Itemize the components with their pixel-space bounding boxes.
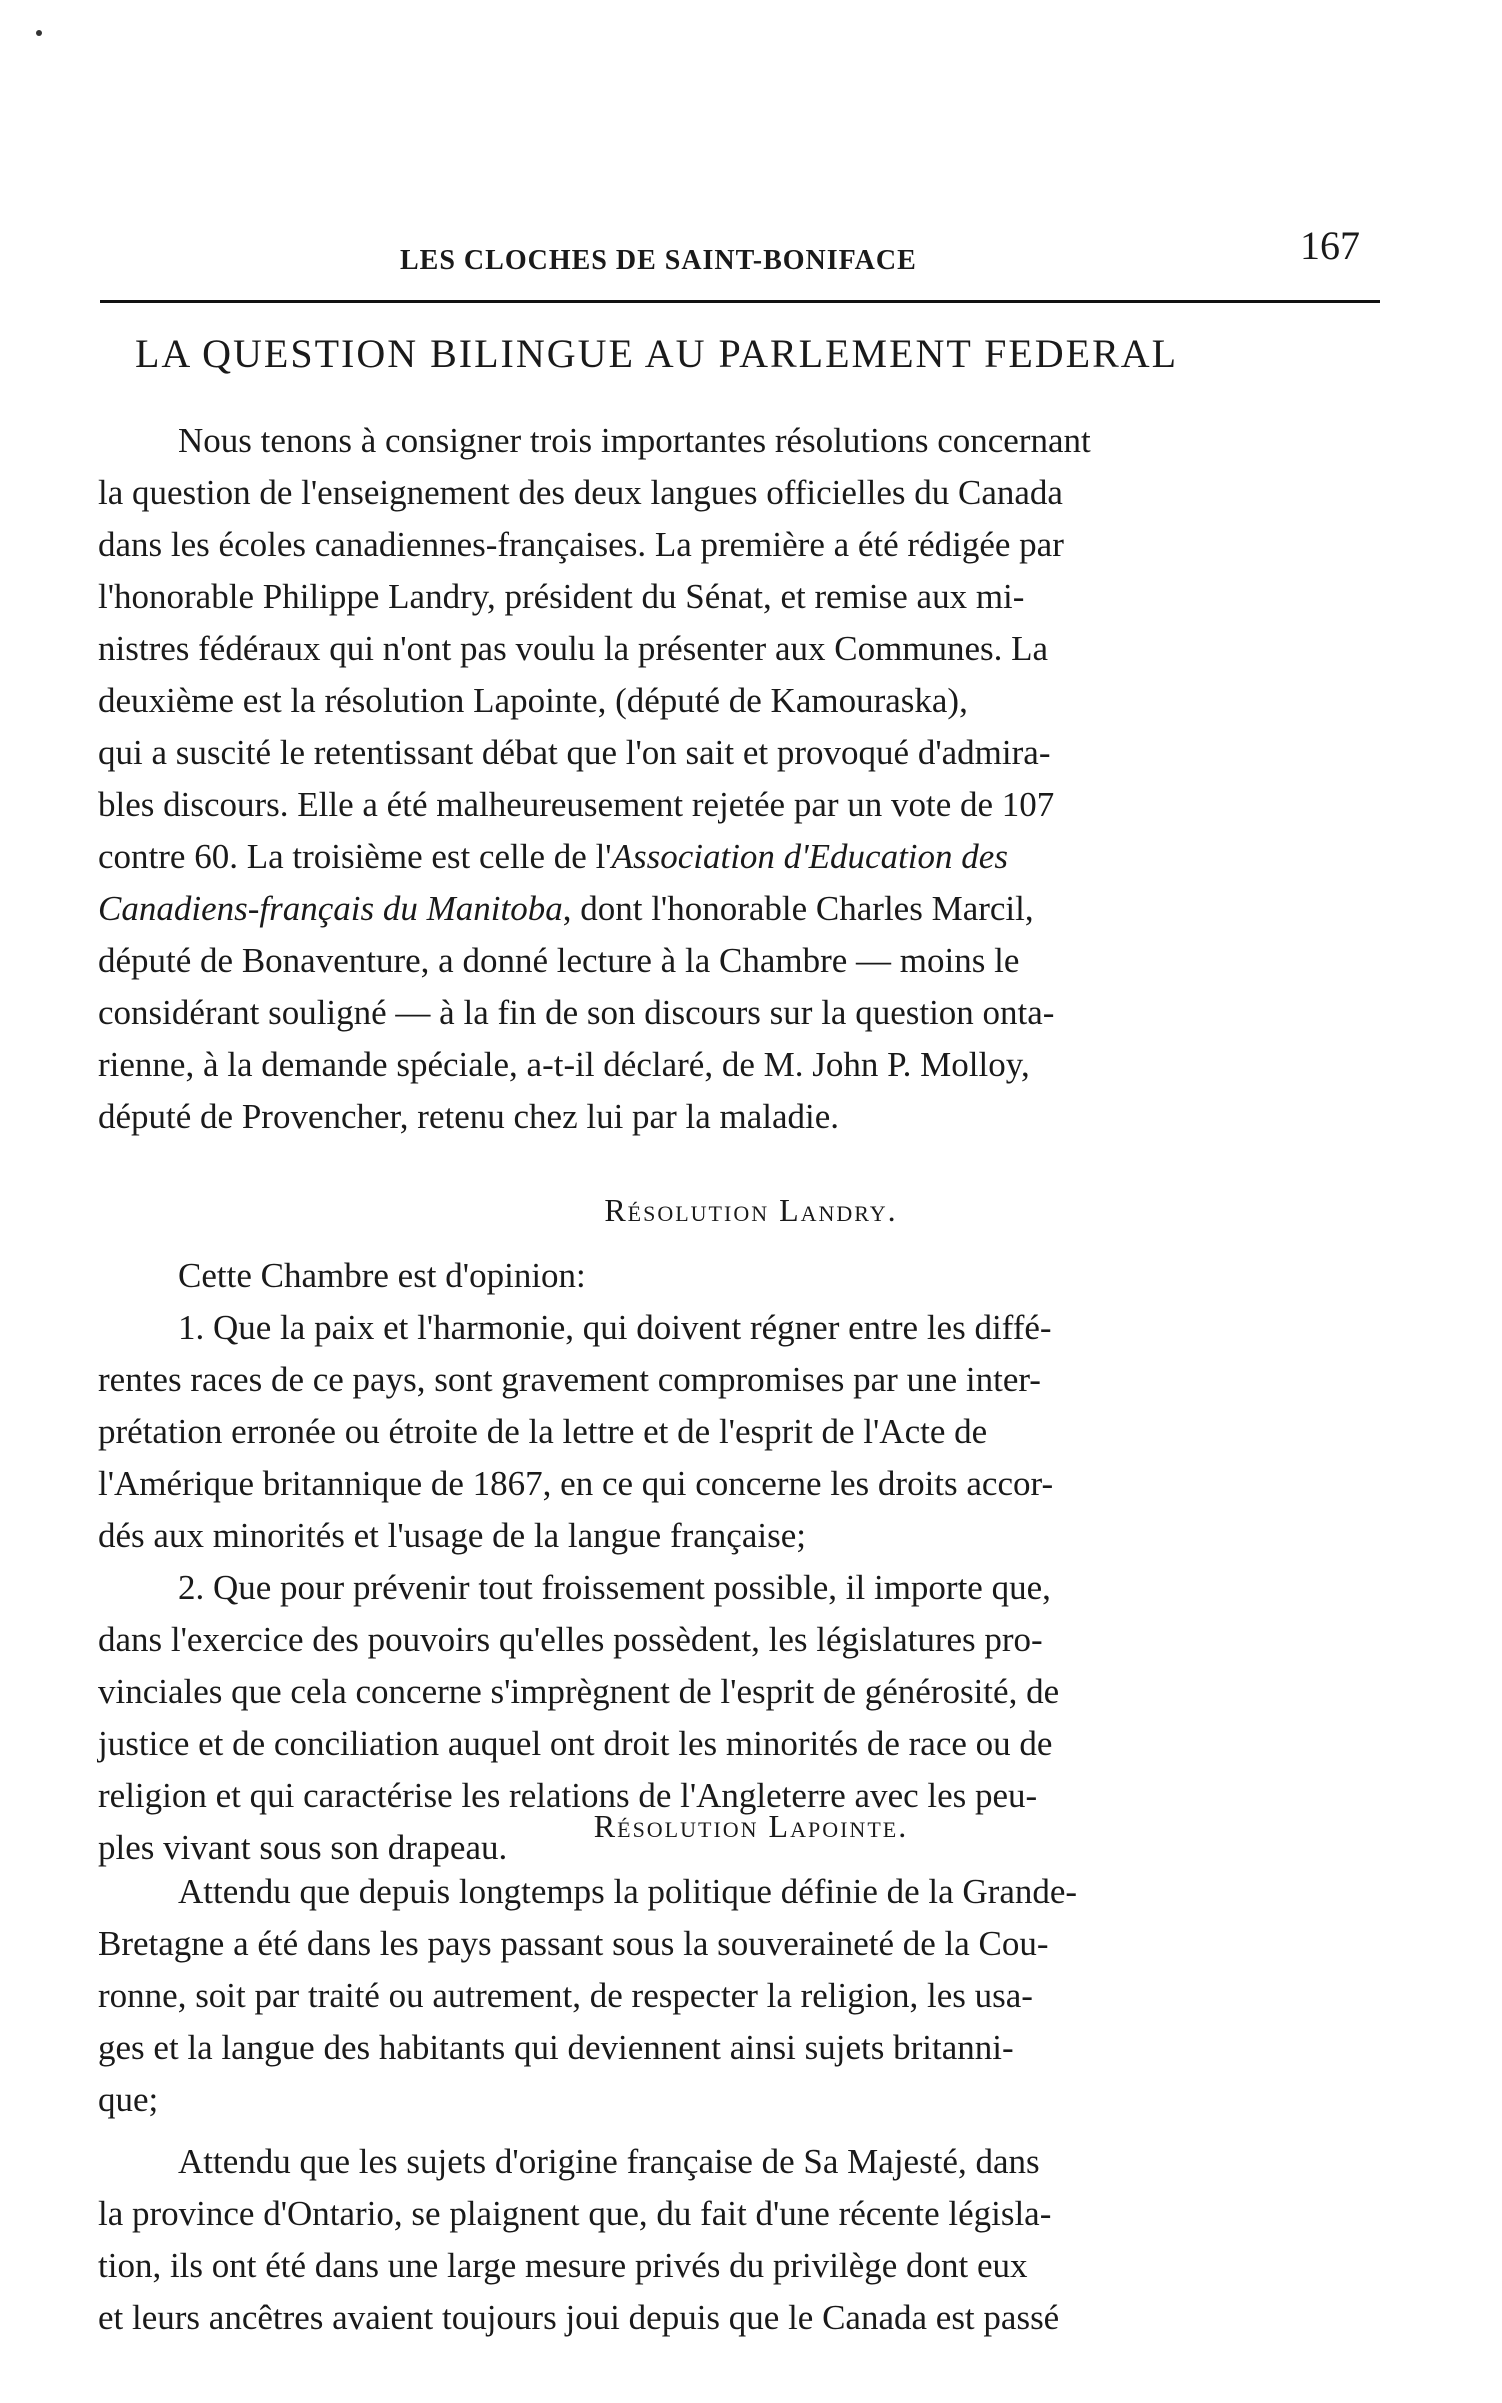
text-line: dés aux minorités et l'usage de la langue française; bbox=[98, 1516, 806, 1555]
text-line: que; bbox=[98, 2080, 159, 2119]
text-line: député de Provencher, retenu chez lui par la maladie. bbox=[98, 1097, 840, 1136]
text-line: la question de l'enseignement des deux langues officielles du Canada bbox=[98, 473, 1063, 512]
text-line: 1. Que la paix et l'harmonie, qui doivent régner entre les diffé- bbox=[178, 1308, 1052, 1347]
scan-speck bbox=[36, 30, 42, 36]
text-fragment: , dont l'honorable Charles Marcil, bbox=[562, 889, 1034, 928]
text-line: qui a suscité le retentissant débat que l'on sait et provoqué d'admira- bbox=[98, 733, 1051, 772]
text-line: Nous tenons à consigner trois importantes résolutions concernant bbox=[178, 421, 1091, 460]
text-line: vinciales que cela concerne s'imprègnent de l'esprit de générosité, de bbox=[98, 1672, 1060, 1711]
text-line: ronne, soit par traité ou autrement, de respecter la religion, les usa- bbox=[98, 1976, 1033, 2015]
resolution-landry-heading: Résolution Landry. bbox=[604, 1192, 898, 1228]
text-line: dans l'exercice des pouvoirs qu'elles possèdent, les législatures pro- bbox=[98, 1620, 1043, 1659]
text-line: prétation erronée ou étroite de la lettre et de l'esprit de l'Acte de bbox=[98, 1412, 988, 1451]
text-line bbox=[98, 831, 1398, 883]
page-number: 167 bbox=[1300, 223, 1360, 268]
header-rule bbox=[100, 300, 1380, 303]
text-line: ges et la langue des habitants qui deviennent ainsi sujets britanni- bbox=[98, 2028, 1014, 2067]
text-line: l'honorable Philippe Landry, président du Sénat, et remise aux mi- bbox=[98, 577, 1025, 616]
text-line: l'Amérique britannique de 1867, en ce qui concerne les droits accor- bbox=[98, 1464, 1054, 1503]
text-line: ples vivant sous son drapeau. bbox=[98, 1828, 508, 1867]
text-line: la province d'Ontario, se plaignent que, du fait d'une récente législa- bbox=[98, 2194, 1052, 2233]
text-line: deuxième est la résolution Lapointe, (député de Kamouraska), bbox=[98, 681, 968, 720]
text-line: bles discours. Elle a été malheureusement rejetée par un vote de 107 bbox=[98, 785, 1055, 824]
text-line: considérant souligné — à la fin de son discours sur la question onta- bbox=[98, 993, 1055, 1032]
text-line: justice et de conciliation auquel ont droit les minorités de race ou de bbox=[98, 1724, 1053, 1763]
association-name-cont: Canadiens-français du Manitoba bbox=[98, 889, 563, 928]
association-name: Association d'Education des bbox=[611, 837, 1008, 876]
resolution-lapointe-heading: Résolution Lapointe. bbox=[593, 1808, 909, 1844]
resolution-lapointe-text bbox=[98, 1866, 1398, 2344]
text-line: Bretagne a été dans les pays passant sous la souveraineté de la Cou- bbox=[98, 1924, 1049, 1963]
text-line: Cette Chambre est d'opinion: bbox=[178, 1256, 586, 1295]
text-line: dans les écoles canadiennes-françaises. La première a été rédigée par bbox=[98, 525, 1064, 564]
text-line: député de Bonaventure, a donné lecture à la Chambre — moins le bbox=[98, 941, 1020, 980]
text-line: tion, ils ont été dans une large mesure privés du privilège dont eux bbox=[98, 2246, 1028, 2285]
text-line: rentes races de ce pays, sont gravement compromises par une inter- bbox=[98, 1360, 1041, 1399]
text-line: 2. Que pour prévenir tout froissement possible, il importe que, bbox=[178, 1568, 1051, 1607]
resolution-landry-text bbox=[98, 1250, 1398, 1874]
text-line: rienne, à la demande spéciale, a-t-il déclaré, de M. John P. Molloy, bbox=[98, 1045, 1030, 1084]
text-line: Attendu que depuis longtemps la politique définie de la Grande- bbox=[178, 1872, 1078, 1911]
text-line bbox=[98, 883, 1398, 935]
text-line: et leurs ancêtres avaient toujours joui depuis que le Canada est passé bbox=[98, 2298, 1060, 2337]
text-fragment: contre 60. La troisième est celle de l' bbox=[98, 837, 612, 876]
text-line: religion et qui caractérise les relations de l'Angleterre avec les peu- bbox=[98, 1776, 1038, 1815]
running-head: LES CLOCHES DE SAINT-BONIFACE bbox=[400, 245, 917, 276]
text-line: nistres fédéraux qui n'ont pas voulu la présenter aux Communes. La bbox=[98, 629, 1049, 668]
intro-paragraph bbox=[98, 415, 1398, 1143]
article-title: LA QUESTION BILINGUE AU PARLEMENT FEDERAL bbox=[135, 331, 1179, 376]
text-line: Attendu que les sujets d'origine française de Sa Majesté, dans bbox=[178, 2142, 1040, 2181]
